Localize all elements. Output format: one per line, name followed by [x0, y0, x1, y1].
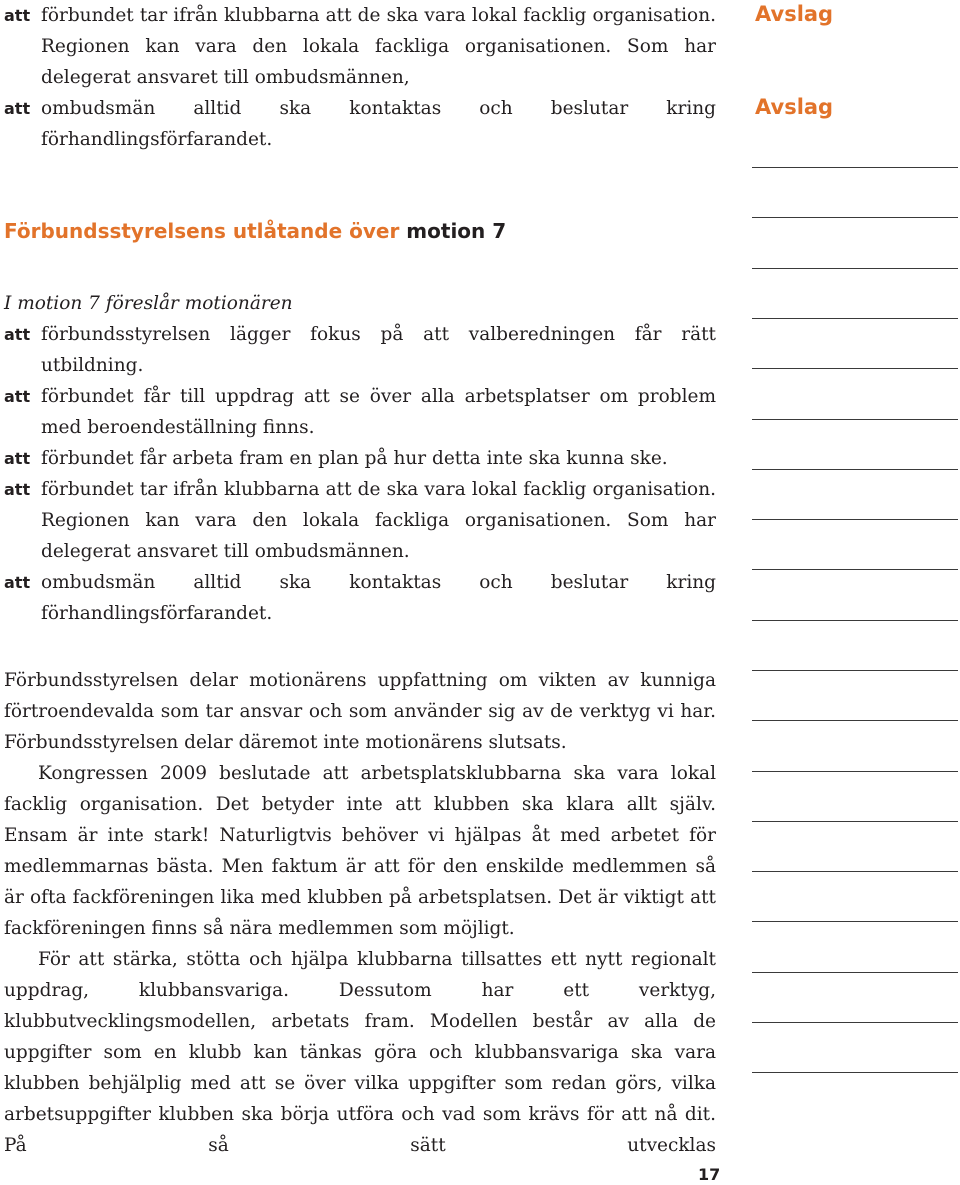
att-keyword: att — [4, 6, 31, 25]
body-paragraph: För att stärka, stötta och hjälpa klubbarna tillsattes ett nytt regionalt uppdrag, klubbansvariga. Dessutom har ett verktyg, klubbutvecklingsmodellen, arbetats fram. Modellen består av alla de uppgifter som en klubb kan tänkas göra och klubbansvariga ska vara klubben behjälplig med att se över vilka uppgifter som redan görs, vilka arbetsuppgifter klubben ska börja utföra och vad som krävs för att nå dit. På så sätt utvecklas — [4, 949, 716, 1156]
att-text: förbundet får till uppdrag att se över alla arbetsplatser om problem med beroendeställning finns. — [41, 386, 716, 438]
att-item — [4, 443, 716, 474]
att-item — [4, 319, 716, 381]
note-line — [752, 318, 958, 319]
att-keyword: att — [4, 387, 31, 406]
top-att-list — [4, 0, 716, 155]
note-line — [752, 569, 958, 570]
att-keyword: att — [4, 480, 31, 499]
heading-orange-part: Förbundsstyrelsens utlåtande över — [4, 219, 407, 243]
note-line — [752, 419, 958, 420]
note-line — [752, 1072, 958, 1073]
statement-body — [4, 665, 716, 1161]
att-text: ombudsmän alltid ska kontaktas och beslutar kring förhandlingsförfarandet. — [41, 98, 716, 150]
note-line — [752, 972, 958, 973]
heading-dark-part: motion 7 — [406, 219, 507, 243]
page-number: 17 — [698, 1165, 721, 1184]
note-line — [752, 771, 958, 772]
note-line — [752, 620, 958, 621]
decision-avslag-2: Avslag — [755, 95, 834, 119]
section-heading — [4, 219, 506, 243]
note-line — [752, 167, 958, 168]
att-item — [4, 0, 716, 93]
att-keyword: att — [4, 325, 31, 344]
note-line — [752, 217, 958, 218]
note-line — [752, 670, 958, 671]
note-line — [752, 921, 958, 922]
note-line — [752, 1022, 958, 1023]
decision-avslag-1: Avslag — [755, 2, 834, 26]
note-line — [752, 368, 958, 369]
att-keyword: att — [4, 449, 31, 468]
note-line — [752, 821, 958, 822]
att-item — [4, 567, 716, 629]
body-paragraph: Förbundsstyrelsen delar motionärens uppfattning om vikten av kunniga förtroendevalda som tar ansvar och som använder sig av de verktyg vi har. Förbundsstyrelsen delar däremot inte motionärens slutsats. — [4, 670, 716, 753]
note-line — [752, 871, 958, 872]
note-line — [752, 720, 958, 721]
att-text: förbundet tar ifrån klubbarna att de ska vara lokal facklig organisation. Regionen kan vara den lokala fackliga organisationen. Som har delegerat ansvaret till ombudsmännen, — [41, 5, 716, 88]
att-text: förbundsstyrelsen lägger fokus på att valberedningen får rätt utbildning. — [41, 324, 716, 376]
note-line — [752, 469, 958, 470]
att-keyword: att — [4, 573, 31, 592]
att-item — [4, 93, 716, 155]
att-item — [4, 381, 716, 443]
note-line — [752, 268, 958, 269]
body-paragraph: Kongressen 2009 beslutade att arbetsplatsklubbarna ska vara lokal facklig organisation. Det betyder inte att klubben ska klara allt själv. Ensam är inte stark! Naturligtvis behöver vi hjälpas åt med arbetet för medlemmarnas bästa. Men faktum är att för den enskilde medlemmen så är ofta fackföreningen lika med klubben på arbetsplatsen. Det är viktigt att fackföreningen finns så nära medlemmen som möjligt. — [4, 763, 716, 939]
att-keyword: att — [4, 99, 31, 118]
att-text: förbundet tar ifrån klubbarna att de ska vara lokal facklig organisation. Regionen kan vara den lokala fackliga organisationen. Som har delegerat ansvaret till ombudsmännen. — [41, 479, 716, 562]
att-text: ombudsmän alltid ska kontaktas och beslutar kring förhandlingsförfarandet. — [41, 572, 716, 624]
att-text: förbundet får arbeta fram en plan på hur detta inte ska kunna ske. — [41, 448, 668, 469]
att-item — [4, 474, 716, 567]
note-line — [752, 519, 958, 520]
motion-intro: I motion 7 föreslår motionären — [4, 293, 293, 314]
motion-summary — [4, 288, 716, 629]
